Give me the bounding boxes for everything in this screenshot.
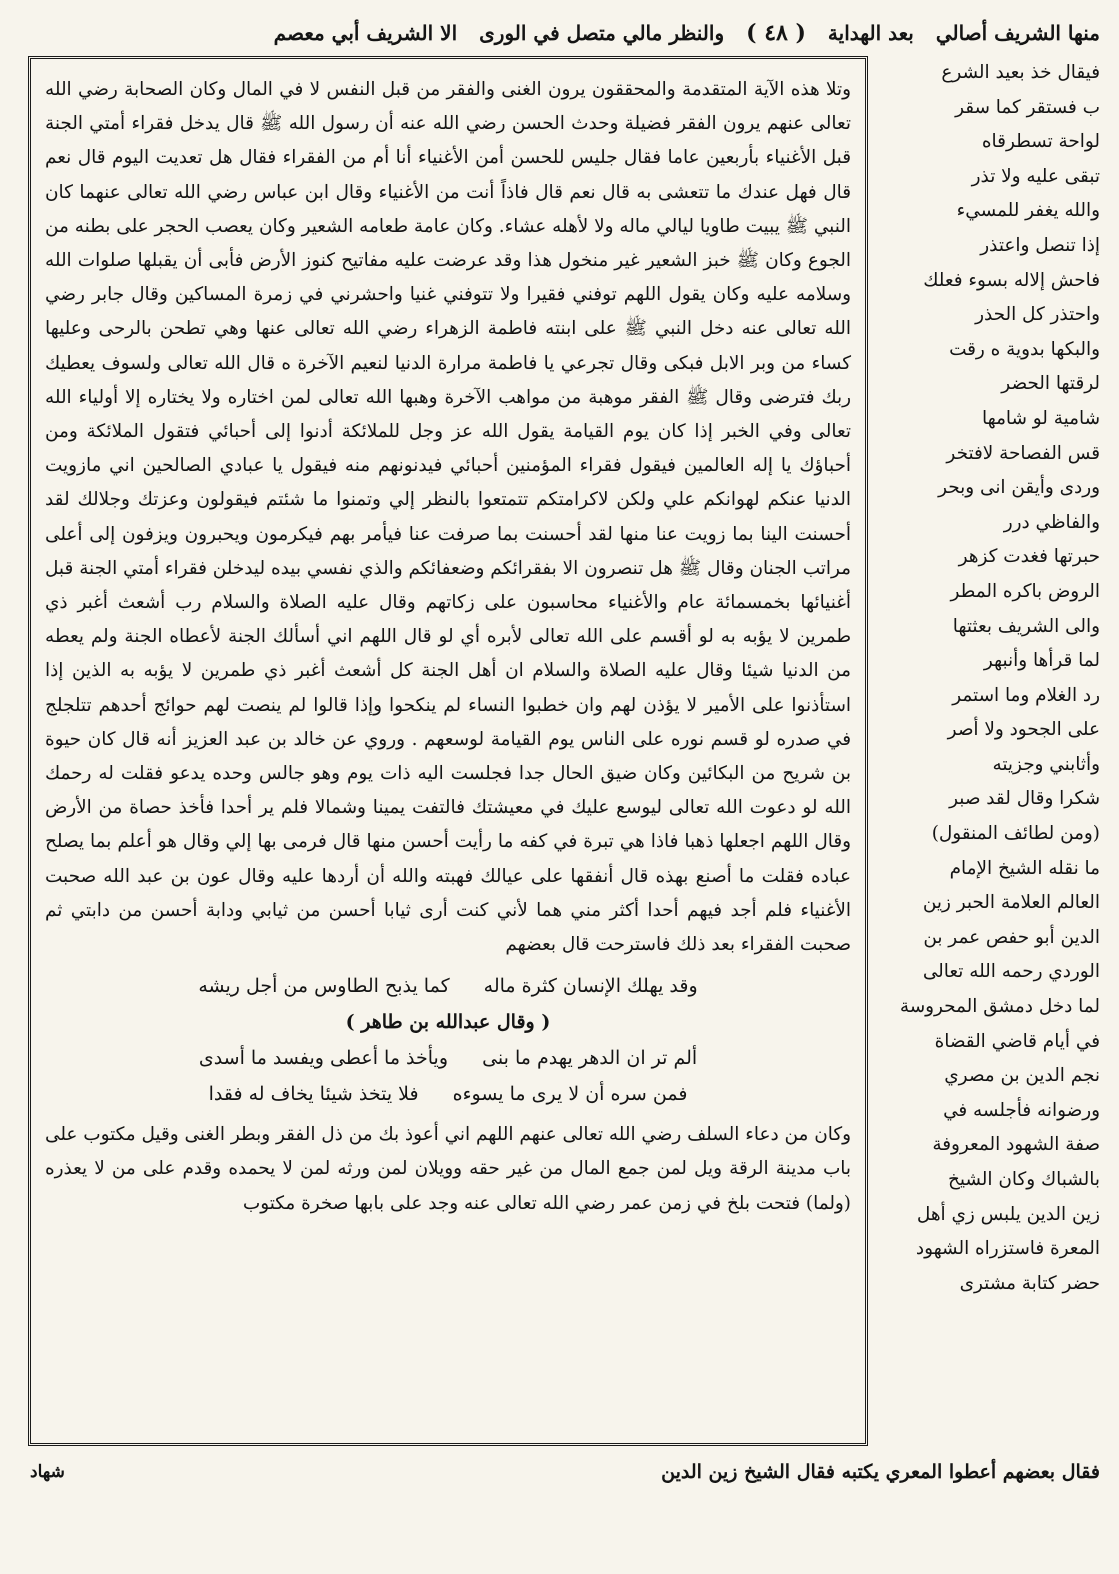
footer-text: فقال بعضهم أعطوا المعري يكتبه فقال الشيخ زين الدين: [661, 1461, 1100, 1483]
margin-line: فيقال خذ بعيد الشرع: [941, 62, 1100, 83]
margin-line: إذا تنصل واعتذر: [980, 234, 1100, 256]
margin-line: قس الفصاحة لافتخر: [946, 442, 1100, 464]
margin-line: حضر كتابة مشترى: [959, 1272, 1100, 1294]
margin-line: رد الغلام وما استمر: [952, 684, 1100, 706]
margin-line: زين الدين يلبس زي أهل: [916, 1203, 1100, 1225]
verse-line: [45, 1040, 851, 1076]
verse-hemistich: ألم تر ان الدهر يهدم ما بنى: [482, 1047, 698, 1070]
margin-line: حبرتها فغدت كزهر: [958, 546, 1100, 568]
main-paragraph-end: وكان من دعاء السلف رضي الله تعالى عنهم اللهم اني أعوذ بك من ذل الفقر وبطر الغنى وقيل مكتوب على باب مدينة الرقة ويل لمن جمع المال من غير حقه وويلان لمن ورثه لمن لا يحمده وقدم على من لا يعذره (ولما) فتحت بلخ في زمن عمر رضي الله تعالى عنه وجد على بابها صخرة مكتوب: [45, 1124, 851, 1214]
margin-line: صفة الشهود المعروفة: [932, 1134, 1100, 1156]
catchword: شهاد: [30, 1462, 65, 1482]
main-text-body-end: [45, 1118, 851, 1221]
margin-line: العالم العلامة الحبر زين: [922, 892, 1100, 914]
margin-line: لواحة تسطرقاه: [981, 131, 1100, 153]
verse-hemistich: كما يذبح الطاوس من أجل ريشه: [198, 975, 450, 998]
verse-hemistich: وقد يهلك الإنسان كثرة ماله: [483, 975, 698, 998]
verse-line: [45, 1076, 851, 1112]
margin-line: شامية لو شامها: [981, 407, 1100, 429]
margin-column: [878, 56, 1100, 1446]
margin-line: الوردي رحمه الله تعالى: [922, 961, 1100, 983]
verse-block: [45, 968, 851, 1112]
verse-line: [45, 968, 851, 1004]
margin-line: نجم الدين بن مصري: [944, 1065, 1100, 1087]
margin-line: لرقتها الحضر: [1001, 373, 1100, 395]
margin-line: على الجحود ولا أصر: [947, 719, 1100, 741]
header-left-text: الا الشريف أبي معصم: [273, 21, 458, 45]
margin-line: والفاظي درر: [1003, 511, 1100, 533]
margin-line: والى الشريف بعثتها: [952, 615, 1100, 637]
margin-line: وردى وأيقن انى وبحر: [938, 477, 1100, 499]
margin-line: والله يغفر للمسيء: [956, 200, 1100, 222]
margin-line: الدين أبو حفص عمر بن: [923, 926, 1100, 948]
main-paragraph: وتلا هذه الآية المتقدمة والمحققون يرون الغنى والفقر من قبل النفس لا في المال وكان الصحابة رضي الله تعالى عنهم يرون الفقر فضيلة وحدث الحسن رضي الله عنه أن رسول الله ﷺ قال يدخل فقراء أمتي الجنة قبل الأغنياء بأربعين عاما فقال جليس للحسن أمن الأغنياء أنا أم من الفقراء فقال هل تعديت اليوم قال نعم قال فهل عندك ما تتعشى به قال نعم قال فاذاً أنت من الأغنياء وقال ابن عباس رضي الله تعالى عنهما كان النبي ﷺ يبيت طاويا ليالي ماله ولا لأهله عشاء. وكان عامة طعامه الشعير وكان يعصب الحجر على بطنه من الجوع وكان ﷺ خبز الشعير غير منخول هذا وقد عرضت عليه مفاتيح كنوز الأرض فأبى أن يقبلها صلوات الله وسلامه عليه وكان يقول اللهم توفني فقيرا ولا تتوفني غنيا واحشرني في زمرة المساكين وقال جابر رضي الله تعالى عنه دخل النبي ﷺ على ابنته فاطمة الزهراء رضي الله تعالى عنها وهي تطحن بالرحى وعليها كساء من وبر الابل فبكى وقال تجرعي يا فاطمة مرارة الدنيا لنعيم الآخرة ه قال الله تعالى ولسوف يعطيك ربك فترضى وقال ﷺ الفقر موهبة من مواهب الآخرة وهبها الله تعالى لمن اختاره ولا يختاره إلا أولياء الله تعالى وفي الخبر إذا كان يوم القيامة يقول الله عز وجل للملائكة أدنوا إلى أحبائي فتقول الملائكة ومن أحباؤك يا إله العالمين فيقول فقراء المؤمنين أحبائي فيدنونهم منه فيقول يا عبادي الصالحين اني مازويت الدنيا عنكم لهوانكم علي ولكن لاكرامتكم تتمتعوا بالنظر إلي وتمنوا ما شئتم فيقولون وعزتك وجلالك لقد أحسنت الينا بما زويت عنا منها لقد أحسنت بما صرفت عنا فيأمر بهم فيكرمون ويحبرون ويزفون إلى أعلى مراتب الجنان وقال ﷺ هل تنصرون الا بفقرائكم وضعفائكم والذي نفسي بيده ليدخلن فقراء أمتي الجنة قبل أغنيائها بخمسمائة عام والأغنياء محاسبون على زكاتهم وقال عليه الصلاة والسلام رب أشعث أغبر ذي طمرين لا يؤبه به لو أقسم على الله تعالى لأبره أي لو قال اللهم اني أسألك الجنة لأعطاه الجنة ولم يعطه من الدنيا شيئا وقال عليه الصلاة والسلام ان أهل الجنة كل أشعث أغبر ذي طمرين لا يؤبه به الذين إذا استأذنوا على الأمير لا يؤذن لهم وان خطبوا النساء لم ينكحوا وإذا قالوا لم ينصت لهم حوائج أحدهم تتلجلج في صدره لو قسم نوره على الناس يوم القيامة لوسعهم . وروي عن خالد بن عبد العزيز أنه قال كان حيوة بن شريح من البكائين وكان ضيق الحال جدا فجلست اليه ذات يوم وهو جالس وحده يدعو فقلت له رحمك الله لو دعوت الله تعالى ليوسع عليك في معيشتك فالتفت يمينا وشمالا فلم ير أحدا فأخذ حصاة من الأرض وقال اللهم اجعلها ذهبا فاذا هي تبرة في كفه ما رأيت أحسن منها قال فرمى بها إلي وقال هو أعلم بما يصلح عباده فقلت ما أصنع بهذه قال أنفقها على عيالك فهبته والله أن أردها عليه وقال عون بن عبد الله صحبت الأغنياء فلم أجد فيهم أحدا أكثر مني هما لأني كنت أرى ثيابا أحسن من ثيابي ودابة أحسن من دابتي ثم صحبت الفقراء بعد ذلك فاسترحت قال بعضهم: [45, 79, 852, 956]
main-text-frame: [28, 56, 868, 1446]
margin-line: لما قرأها وأنبهر: [983, 650, 1100, 672]
margin-line: ما نقله الشيخ الإمام: [949, 857, 1100, 879]
verse-hemistich: فلا يتخذ شيئا يخاف له فقدا: [208, 1083, 419, 1106]
margin-heading: (ومن لطائف المنقول): [931, 823, 1100, 845]
page-number: ( ٤٨ ): [746, 20, 806, 46]
margin-line: لما دخل دمشق المحروسة: [899, 996, 1100, 1018]
page-header: [30, 16, 1100, 50]
margin-line: فاحش إلاله بسوء فعلك: [923, 269, 1100, 291]
verse-hemistich: ويأخذ ما أعطى ويفسد ما أسدى: [198, 1047, 449, 1070]
main-text-body: [45, 73, 851, 962]
margin-line: والبكها بدوية ه رقت: [949, 338, 1100, 360]
margin-line: المعرة فاستزراه الشهود: [915, 1238, 1100, 1260]
header-side-text: منها الشريف أصالي: [935, 21, 1100, 45]
margin-line: ورضوانه فأجلسه في: [943, 1099, 1100, 1121]
margin-line: ب فستقر كما سقر: [955, 96, 1100, 118]
header-center-a: بعد الهداية: [827, 21, 914, 45]
margin-line: وأثابني وجزيته: [992, 753, 1100, 775]
verse-hemistich: فمن سره أن لا يرى ما يسوءه: [452, 1083, 688, 1106]
verse-heading: ( وقال عبدالله بن طاهر ): [345, 1011, 551, 1034]
page-footer: [30, 1452, 1100, 1492]
header-center-b: والنظر مالي متصل في الورى: [479, 21, 725, 45]
margin-line: بالشباك وكان الشيخ: [947, 1169, 1100, 1190]
margin-line: الروض باكره المطر: [950, 580, 1100, 602]
margin-line: في أيام قاضي القضاة: [934, 1030, 1100, 1052]
margin-line: شكرا وقال لقد صبر: [949, 788, 1100, 810]
margin-line: واحتذر كل الحذر: [975, 304, 1100, 326]
margin-line: تبقى عليه ولا تذر: [971, 165, 1100, 187]
